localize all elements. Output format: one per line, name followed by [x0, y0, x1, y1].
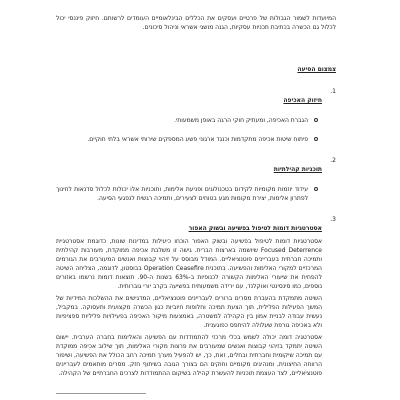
circle-bullet-icon — [314, 118, 318, 122]
section-title: צמצום הסיעה — [297, 66, 336, 73]
item-title: אסטרטגיות דומות לטיפול בפשיעה ובשוק האפור — [188, 225, 322, 232]
body-paragraph: אסטרטגיות דומות לטיפול בפשיעה ובשוק האפור הוכחו כיעילות במדינות שונות, כדוגמת אסטרטגיית Focused Deterrence שיושמה בארצות הברית. גישה זו משלבת אכיפה ממוקדת, מעורבות קהילתית ותמיכה חברתית בעבריינים פוטנציאליים. המודל מבוסס על זיהוי קבוצות ואנשים המעורבים את הגורמים המרכזיים למקורי האלימות והפשיעה. בתוכנית Operation Ceasefire בבוסטון, לדוגמה, הצליחה השיטה להפחית את שיעורי האלימות הקשורה לכנופיות ב-63% בשנות ה-90. תוצאות דומות נרשמו באזורים נוספים, כמו סינסינטי ואוקלנד, עם ירידה משמעותית בפשיעה בקרב יורי גוברותית. — [56, 238, 322, 290]
item-number: 2. — [330, 157, 336, 164]
intro-paragraph: המיועדות לשמור הגבולות של פרטיים ועסקים את הכללים הבינלאומיים העומדים לרשותם. חיזוק פיננסי יכול לכלול גם הכשרה בכתיבת תכניות עסקיות, הגנה מושגי אשראי וניהול סיכונים. — [56, 15, 336, 31]
main-list — [56, 87, 336, 378]
bullet-list — [56, 116, 322, 144]
bullet-item: פיתוח שיטות אכיפה מתקדמות וכנגד ארגוני פשע המספקים שירותי אשראי בלתי חוקיים. — [56, 135, 308, 144]
item-number: 1. — [330, 88, 336, 95]
list-item-strategies — [56, 215, 336, 378]
body-paragraph: אסטרטגיה דומה יכולה לשמש בכלי מרכזי להתמודדות עם הפשיעה והאלימות בחברה הערבית. יישום השיטה יתמקד בזיהוי קבוצות ואנשים שמעורבים את פרצות מקורי האלימות, תוך שילוב אכיפה ממוקדת עם תמיכה שיקומית וחברתית ובחלים, זאת, כך, יש להפעיל מערך תמיכה רחב הכולל את הפשיעה, ושיפור הרווחה החיצונית, ומנהיגים מקומיים וחוקים הם בצורך הגובה בשיתוף חזק. מסרים מותאמים לעבריינים פוטנציאליים, לצד העצמת תוכניות להעשרת קהילה בשיקום ההתמודדות לצרכים החברתיים של הקהילה. — [56, 334, 322, 377]
list-item-community — [56, 156, 336, 203]
bullet-item: הגברת האכיפה, ומעתיק חוקי הרגה באופן משמעותי. — [56, 116, 308, 125]
circle-bullet-icon — [314, 137, 318, 141]
item-number: 3. — [330, 216, 336, 223]
footnote-divider — [56, 393, 146, 394]
bullet-item: עידוד יוזמות מקומיות לקידום בטכנולוגים ופניעת אלימות, ותוכניות אלו יכולות לכלול סדנאות לחינוך לפתרון אלימות, יצירת מקומות מגע בטוחים לצעירים, ותמיכה רגשית לנפגעי הסיעה. — [56, 185, 308, 203]
bullet-list — [56, 185, 322, 203]
item-title: חיזוק האכיפה — [283, 97, 322, 104]
list-item-enforcement — [56, 87, 336, 144]
body-paragraph: השיטה מתמקדת בהעברת מסרים ברורים לעבריינים פוטנציאליים, המדגישים את ההשלכות המידיות של המשך הפעילות הפלילית, תוך הצעת תמיכה וחלופות חיוביות כגון הכשרה מקצועית ותעסוקה. במקביל, נעשית עבודה לבניית אמון בין הקהילה למשטרה, באמצעות מיקור האכיפה בפעילויות פליליות ספציפיות ולא באכיפה גורפת שעלולה להיתפס כפוגענית. — [56, 295, 322, 329]
circle-bullet-icon — [314, 187, 318, 191]
item-title: תוכניות קהילתיות — [273, 166, 322, 173]
